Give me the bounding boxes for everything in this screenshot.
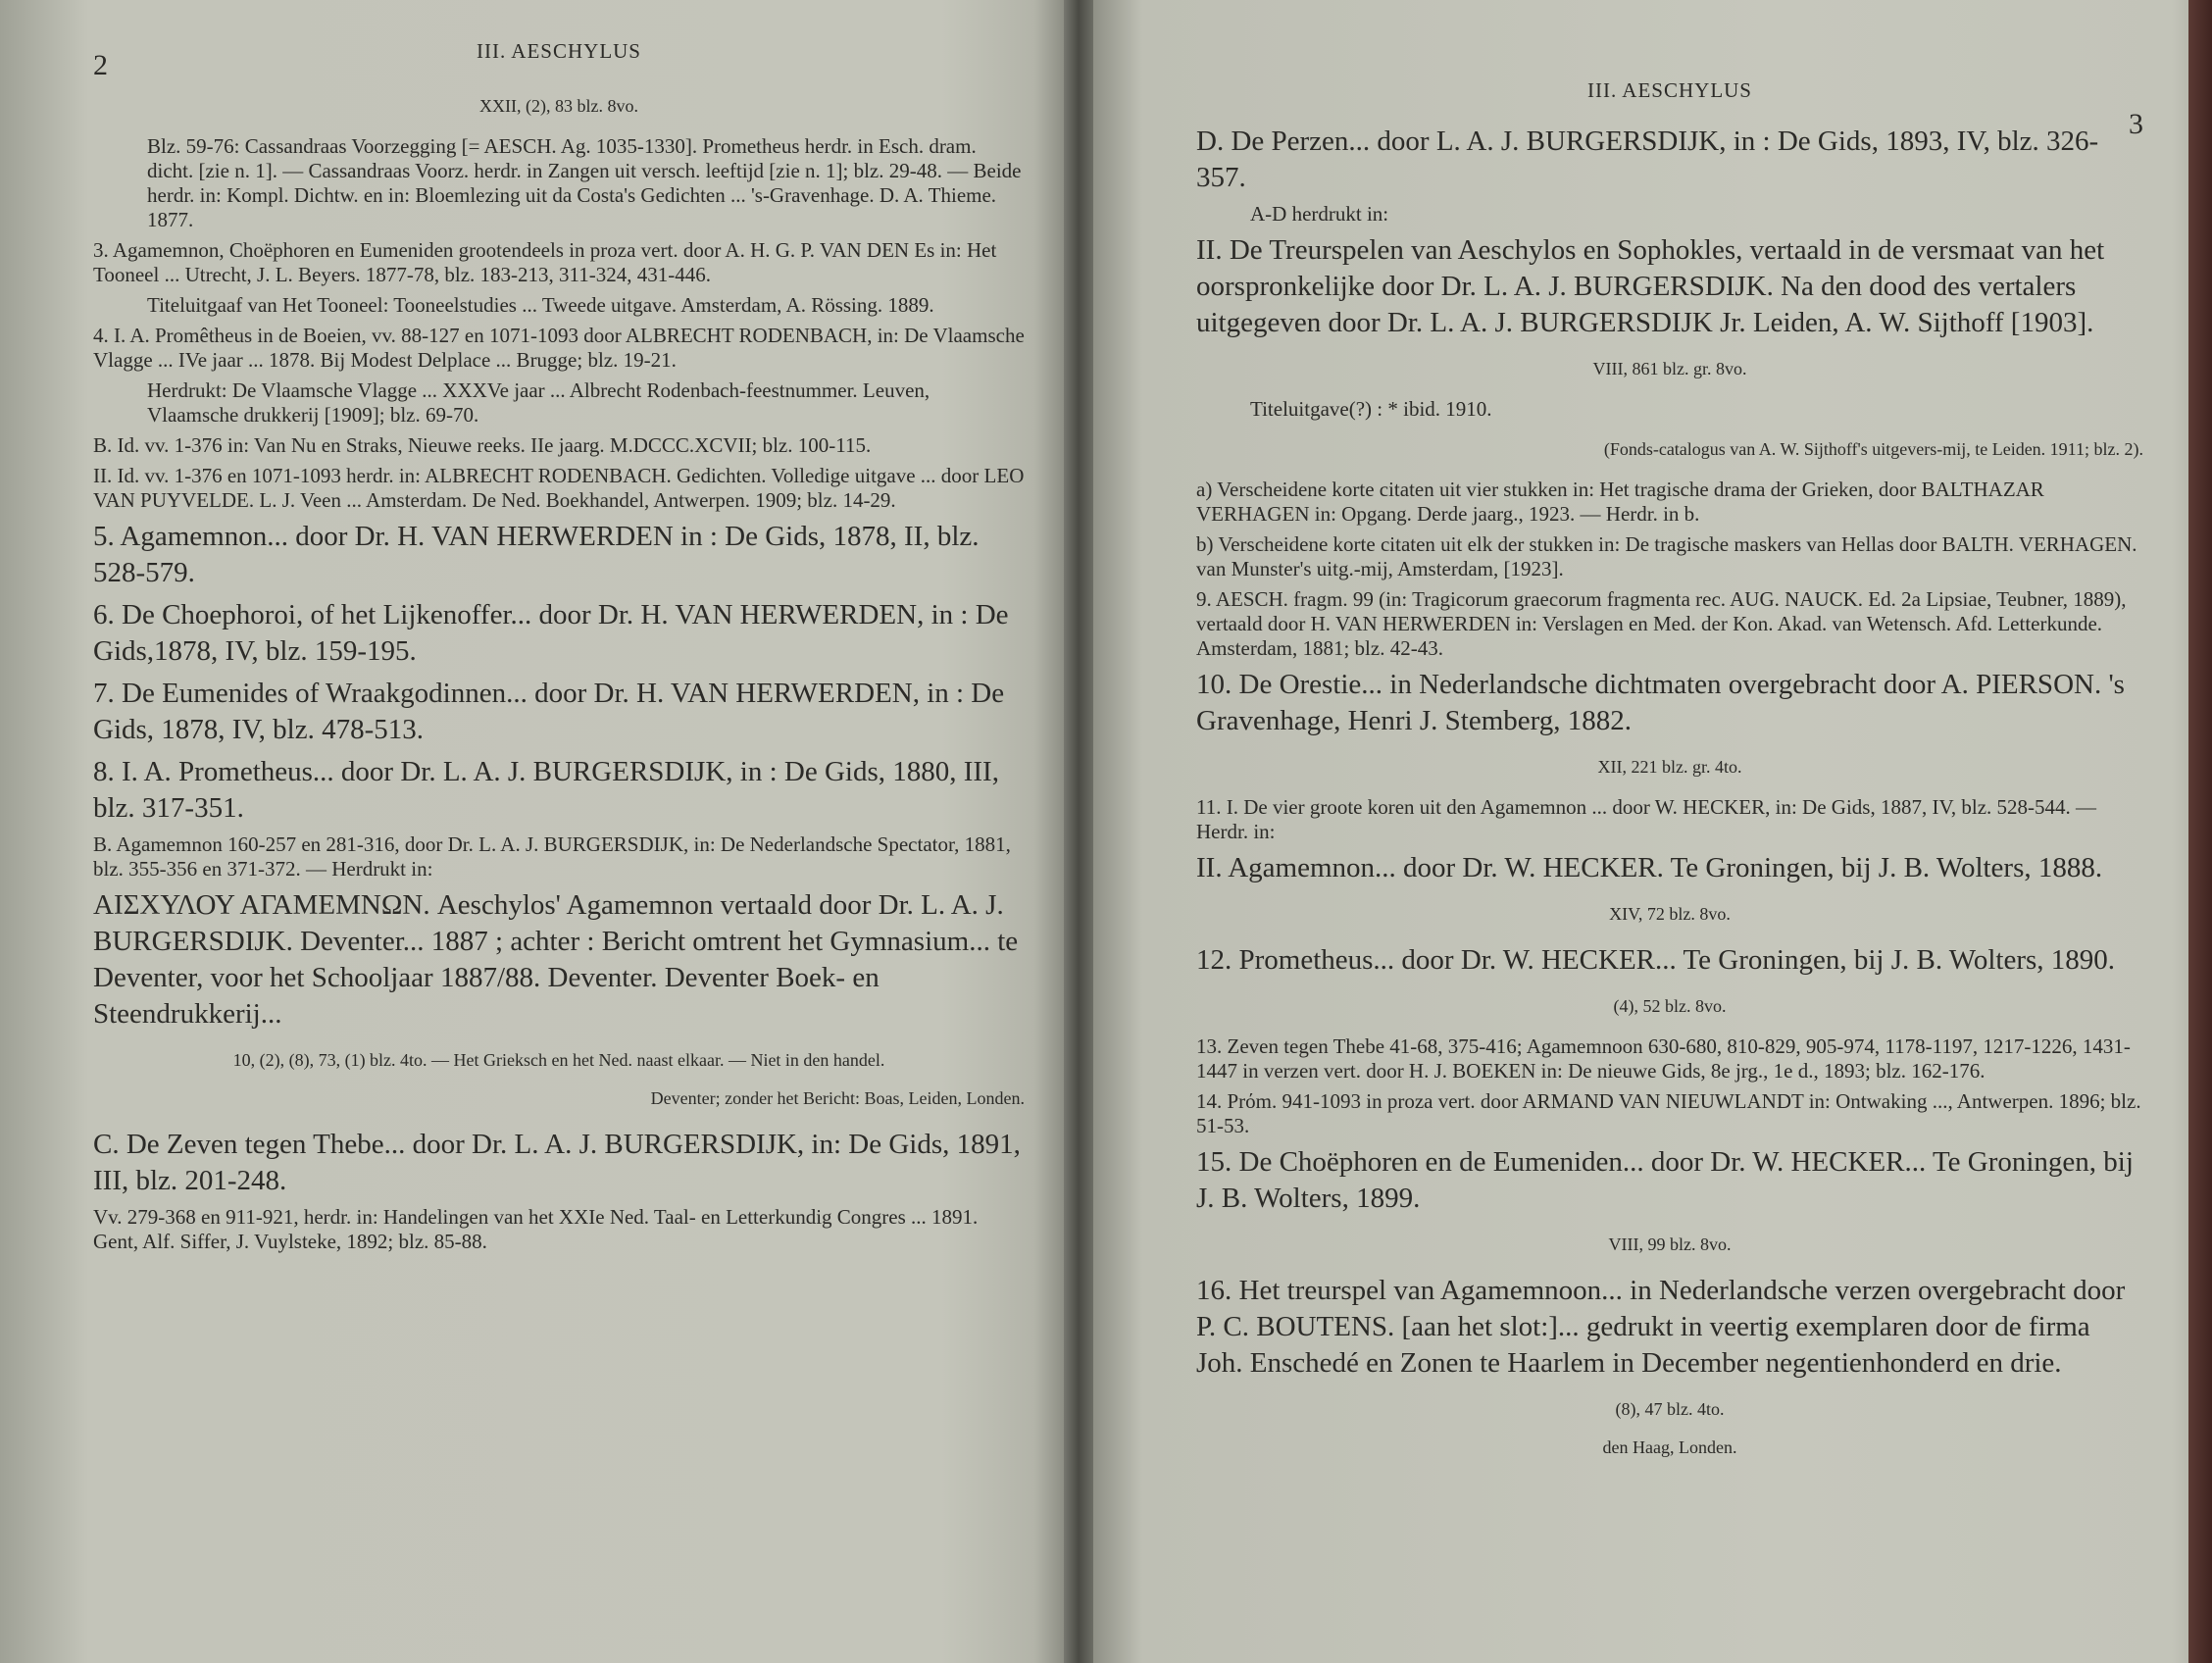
right-entry: 13. Zeven tegen Thebe 41-68, 375-416; Agamemnoon 630-680, 810-829, 905-974, 1178-1197, 1217-1226, 1431-1447 in verzen vert. door H. J. BOEKEN in: De nieuwe Gids, 8e jrg., 1e d., 1893; blz. 162-176. (1196, 1034, 2131, 1083)
left-entry: Blz. 59-76: Cassandraas Voorzegging [= AESCH. Ag. 1035-1330]. Prometheus herdr. in Esch. dram. dicht. [zie n. 1]. — Cassandraas Voorz. herdr. in Zangen uit versch. leeftijd [zie n. 1]; blz. 29-48. — Beide herdr. in: Kompl. Dichtw. en in: Bloemlezing uit da Costa's Gedichten ... 's-Gravenhage. D. A. Thieme. 1877. (147, 134, 1022, 231)
right-entry: 10. De Orestie... in Nederlandsche dichtmaten overgebracht door A. PIERSON. 's Gravenhage, Henri J. Stemberg, 1882. (1196, 669, 2125, 736)
page-number: 3 (2129, 108, 2143, 140)
right-entry: (4), 52 blz. 8vo. (1613, 996, 1727, 1016)
left-entry: ΑΙΣΧΥΛΟΥ ΑΓΑΜΕΜΝΩΝ. Aeschylos' Agamemnon vertaald door Dr. L. A. J. BURGERSDIJK. Deventer... 1887 ; achter : Bericht omtrent het Gymnasium... te Deventer, voor het Schooljaar 1887/88. Deventer. Deventer Boek- en Steendrukkerij... (93, 889, 1019, 1030)
right-entry: 12. Prometheus... door Dr. W. HECKER... Te Groningen, bij J. B. Wolters, 1890. (1196, 944, 2116, 976)
left-entry: 3. Agamemnon, Choëphoren en Eumeniden grootendeels in proza vert. door A. H. G. P. VAN DEN Es in: Het Tooneel ... Utrecht, J. L. Beyers. 1877-78, blz. 183-213, 311-324, 431-446. (93, 238, 997, 286)
running-head: III. AESCHYLUS (476, 39, 641, 63)
left-entry: XXII, (2), 83 blz. 8vo. (479, 96, 638, 116)
right-entry: II. Agamemnon... door Dr. W. HECKER. Te Groningen, bij J. B. Wolters, 1888. (1196, 852, 2103, 883)
left-entry: Titeluitgaaf van Het Tooneel: Tooneelstudies ... Tweede uitgave. Amsterdam, A. Rössing. 1889. (147, 293, 934, 317)
left-page-header (93, 39, 1025, 81)
right-entry: XII, 221 blz. gr. 4to. (1597, 757, 1742, 777)
right-page-header (1196, 78, 2143, 140)
right-entry: a) Verscheidene korte citaten uit vier stukken in: Het tragische drama der Grieken, door BALTHAZAR VERHAGEN in: Opgang. Derde jaarg., 1923. — Herdr. in b. (1196, 478, 2044, 526)
left-entry: 6. De Choephoroi, of het Lijkenoffer... door Dr. H. VAN HERWERDEN, in : De Gids,1878, IV, blz. 159-195. (93, 599, 1009, 667)
right-entry: A-D herdrukt in: (1250, 202, 1389, 226)
left-page-body (93, 96, 1025, 1254)
left-entry: C. De Zeven tegen Thebe... door Dr. L. A. J. BURGERSDIJK, in: De Gids, 1891, III, blz. 201-248. (93, 1129, 1021, 1196)
left-entry: II. Id. vv. 1-376 en 1071-1093 herdr. in: ALBRECHT RODENBACH. Gedichten. Volledige uitgave ... door LEO VAN PUYVELDE. L. J. Veen ... Amsterdam. De Ned. Boekhandel, Antwerpen. 1909; blz. 14-29. (93, 464, 1025, 512)
left-entry: 5. Agamemnon... door Dr. H. VAN HERWERDEN in : De Gids, 1878, II, blz. 528-579. (93, 521, 980, 588)
right-entry: D. De Perzen... door L. A. J. BURGERSDIJK, in : De Gids, 1893, IV, blz. 326-357. (1196, 126, 2099, 193)
right-entry: VIII, 861 blz. gr. 8vo. (1592, 359, 1747, 378)
right-entry: 15. De Choëphoren en de Eumeniden... door Dr. W. HECKER... Te Groningen, bij J. B. Wolters, 1899. (1196, 1146, 2134, 1214)
right-entry: 16. Het treurspel van Agamemnoon... in Nederlandsche verzen overgebracht door P. C. BOUTENS. [aan het slot:]... gedrukt in veertig exemplaren door de firma Joh. Enschedé en Zonen te Haarlem in December negentienhonderd en drie. (1196, 1275, 2126, 1379)
right-entry: 14. Prόm. 941-1093 in proza vert. door ARMAND VAN NIEUWLANDT in: Ontwaking ..., Antwerpen. 1896; blz. 51-53. (1196, 1089, 2141, 1137)
right-entry: Titeluitgave(?) : * ibid. 1910. (1250, 397, 1492, 421)
right-entry: (Fonds-catalogus van A. W. Sijthoff's uitgevers-mij, te Leiden. 1911; blz. 2). (1603, 439, 2143, 459)
left-page (0, 0, 1064, 1663)
right-entry: VIII, 99 blz. 8vo. (1608, 1235, 1732, 1254)
left-entry: B. Id. vv. 1-376 in: Van Nu en Straks, Nieuwe reeks. IIe jaarg. M.DCCC.XCVII; blz. 100-115. (93, 433, 872, 457)
left-entry: 7. De Eumenides of Wraakgodinnen... door Dr. H. VAN HERWERDEN, in : De Gids, 1878, IV, blz. 478-513. (93, 678, 1005, 745)
running-head: III. AESCHYLUS (1586, 78, 1752, 102)
right-page-body (1196, 124, 2143, 1458)
right-entry: XIV, 72 blz. 8vo. (1609, 904, 1731, 924)
right-entry: den Haag, Londen. (1602, 1437, 1737, 1457)
right-entry: 9. AESCH. fragm. 99 (in: Tragicorum graecorum fragmenta rec. AUG. NAUCK. Ed. 2a Lipsiae, Teubner, 1889), vertaald door H. VAN HERWERDEN in: Verslagen en Med. der Kon. Akad. van Wetensch. Afd. Letterkunde. Amsterdam, 1881; blz. 42-43. (1196, 587, 2127, 660)
book-cover-edge (2188, 0, 2212, 1663)
left-entry: Deventer; zonder het Bericht: Boas, Leiden, Londen. (650, 1088, 1025, 1108)
left-entry: Vv. 279-368 en 911-921, herdr. in: Handelingen van het XXIe Ned. Taal- en Letterkundig Congres ... 1891. Gent, Alf. Siffer, J. Vuylsteke, 1892; blz. 85-88. (93, 1205, 979, 1253)
left-entry: 8. I. A. Prometheus... door Dr. L. A. J. BURGERSDIJK, in : De Gids, 1880, III, blz. 317-351. (93, 756, 999, 824)
right-entry: b) Verscheidene korte citaten uit elk der stukken in: De tragische maskers van Hellas door BALTH. VERHAGEN. van Munster's uitg.-mij, Amsterdam, [1923]. (1196, 532, 2137, 580)
right-entry: 11. I. De vier groote koren uit den Agamemnon ... door W. HECKER, in: De Gids, 1887, IV, blz. 528-544. — Herdr. in: (1196, 795, 2097, 843)
book-gutter (1064, 0, 1093, 1663)
left-entry: 4. I. A. Promêtheus in de Boeien, vv. 88-127 en 1071-1093 door ALBRECHT RODENBACH, in: De Vlaamsche Vlagge ... IVe jaar ... 1878. Bij Modest Delplace ... Brugge; blz. 19-21. (93, 324, 1025, 372)
right-entry: II. De Treurspelen van Aeschylos en Sophokles, vertaald in de versmaat van het oorspronkelijke door Dr. L. A. J. BURGERSDIJK. Na den dood des vertalers uitgegeven door Dr. L. A. J. BURGERSDIJK Jr. Leiden, A. W. Sijthoff [1903]. (1196, 234, 2105, 338)
page-number: 2 (93, 49, 108, 81)
right-page (1093, 0, 2212, 1663)
left-entry: B. Agamemnon 160-257 en 281-316, door Dr. L. A. J. BURGERSDIJK, in: De Nederlandsche Spectator, 1881, blz. 355-356 en 371-372. — Herdrukt in: (93, 832, 1011, 881)
left-entry: 10, (2), (8), 73, (1) blz. 4to. — Het Grieksch en het Ned. naast elkaar. — Niet in den handel. (232, 1050, 885, 1070)
left-entry: Herdrukt: De Vlaamsche Vlagge ... XXXVe jaar ... Albrecht Rodenbach-feestnummer. Leuven, Vlaamsche drukkerij [1909]; blz. 69-70. (147, 378, 930, 427)
right-entry: (8), 47 blz. 4to. (1615, 1399, 1725, 1419)
